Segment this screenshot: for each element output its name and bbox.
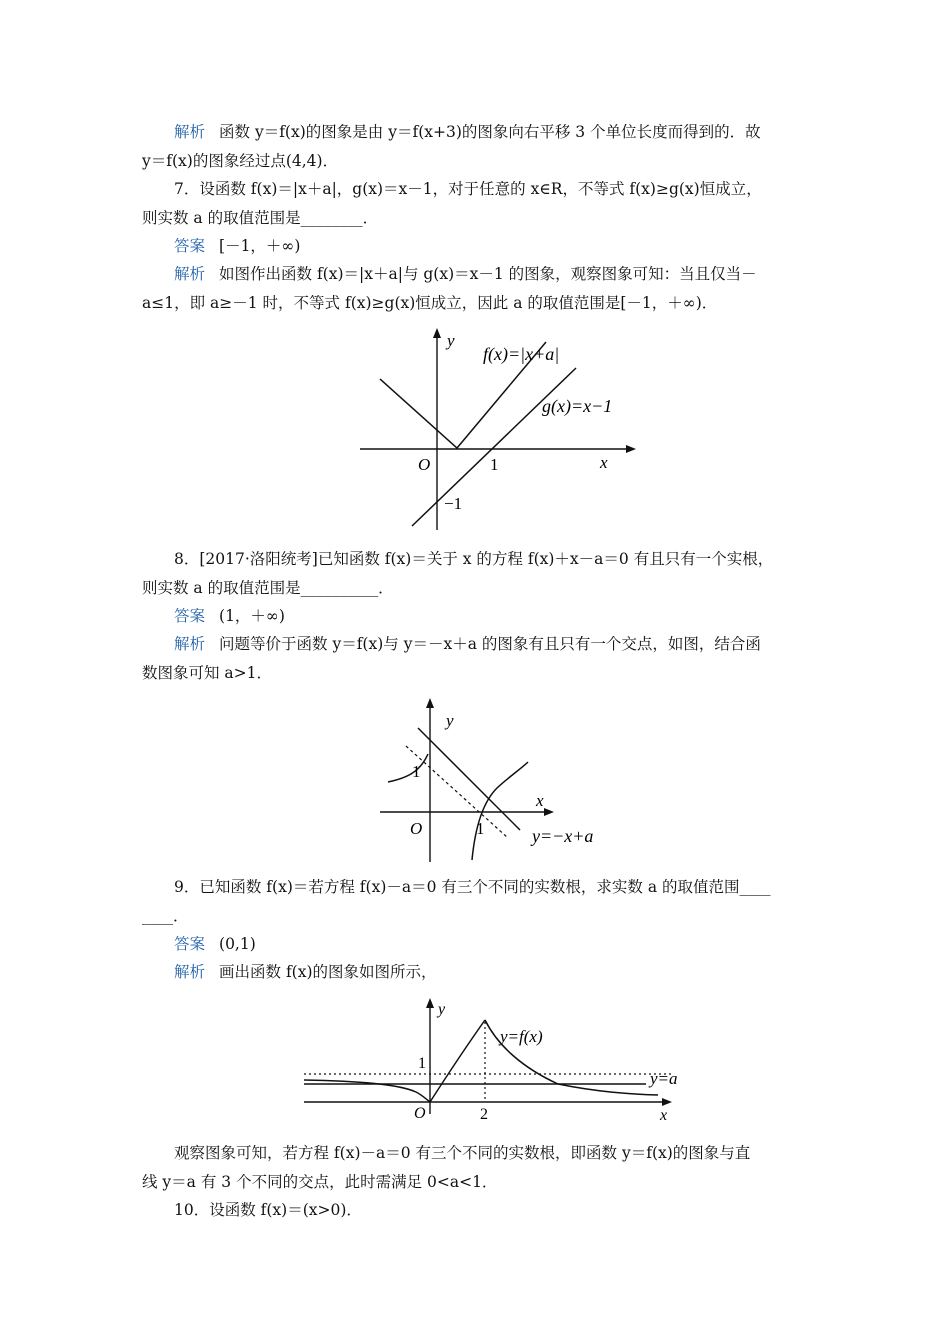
tick-1: 1 bbox=[490, 455, 499, 474]
analysis-8: 解析 问题等价于函数 y＝f(x)与 y＝－x＋a 的图象有且只有一个交点，如图，结合函 bbox=[174, 635, 761, 653]
x-label: x bbox=[536, 791, 544, 810]
x-label: x bbox=[660, 1107, 668, 1124]
analysis-7-cont: a≤1，即 a≥－1 时，不等式 f(x)≥g(x)恒成立，因此 a 的取值范围是[－1，＋∞)． bbox=[142, 294, 718, 312]
answer-9: 答案 (0,1) bbox=[174, 935, 256, 953]
question-7-cont: 则实数 a 的取值范围是________． bbox=[142, 209, 379, 227]
answer-label: 答案 bbox=[174, 607, 206, 625]
origin-label: O bbox=[410, 819, 423, 838]
origin-label: O bbox=[418, 455, 431, 474]
figure-2 bbox=[372, 688, 614, 866]
question-8: 8．[2017·洛阳统考]已知函数 f(x)＝关于 x 的方程 f(x)＋x－a＝0 有且只有一个实根， bbox=[174, 550, 774, 568]
question-10: 10．设函数 f(x)＝(x>0)． bbox=[174, 1201, 362, 1219]
a-label: y=a bbox=[650, 1069, 678, 1088]
y-label: y bbox=[446, 711, 454, 730]
line-label: y=−x+a bbox=[532, 826, 594, 846]
f-label: y=f(x) bbox=[500, 1027, 543, 1046]
tick-1: 1 bbox=[418, 1055, 426, 1072]
origin-label: O bbox=[414, 1105, 426, 1122]
figure-3 bbox=[298, 988, 694, 1126]
question-9: 9．已知函数 f(x)＝若方程 f(x)－a＝0 有三个不同的实数根，求实数 a 的取值范围____ bbox=[174, 878, 771, 896]
analysis-label: 解析 bbox=[174, 963, 206, 981]
left-curve bbox=[388, 754, 428, 782]
rising-branch bbox=[430, 1020, 485, 1102]
tick-y-1: 1 bbox=[412, 762, 421, 781]
conclusion-9: 观察图象可知，若方程 f(x)－a＝0 有三个不同的实数根，即函数 y＝f(x)的图象与直 bbox=[174, 1144, 751, 1162]
question-9-cont: ____． bbox=[142, 907, 189, 925]
answer-label: 答案 bbox=[174, 935, 206, 953]
analysis-label: 解析 bbox=[174, 635, 206, 653]
analysis-8-cont: 数图象可知 a>1． bbox=[142, 664, 273, 682]
line-analysis-6-cont: y＝f(x)的图象经过点(4,4)． bbox=[142, 152, 339, 170]
x-label: x bbox=[600, 453, 608, 472]
question-7: 7．设函数 f(x)＝|x＋a|，g(x)＝x－1，对于任意的 x∈R，不等式 f(x)≥g(x)恒成立， bbox=[174, 180, 762, 198]
analysis-label: 解析 bbox=[174, 265, 206, 283]
tick-2: 2 bbox=[480, 1106, 488, 1123]
tick-neg1: −1 bbox=[444, 494, 463, 513]
y-label: y bbox=[447, 331, 455, 350]
g-label: g(x)=x−1 bbox=[542, 396, 613, 416]
line-analysis-6: 解析 函数 y＝f(x)的图象是由 y＝f(x+3)的图象向右平移 3 个单位长度而得到的．故 bbox=[174, 123, 761, 141]
analysis-7: 解析 如图作出函数 f(x)＝|x＋a|与 g(x)＝x－1 的图象，观察图象可知：当且仅当－ bbox=[174, 265, 757, 283]
analysis-9: 解析 画出函数 f(x)的图象如图所示， bbox=[174, 963, 437, 981]
answer-7: 答案 [－1，＋∞) bbox=[174, 237, 301, 255]
conclusion-9-cont: 线 y＝a 有 3 个不同的交点，此时需满足 0<a<1． bbox=[142, 1173, 498, 1191]
answer-8: 答案 (1，＋∞) bbox=[174, 607, 285, 625]
f-label: f(x)=|x+a| bbox=[483, 344, 560, 364]
analysis-label: 解析 bbox=[174, 123, 206, 141]
y-label: y bbox=[438, 1001, 446, 1018]
tick-x-1: 1 bbox=[476, 819, 485, 838]
question-8-cont: 则实数 a 的取值范围是__________． bbox=[142, 579, 394, 597]
answer-label: 答案 bbox=[174, 237, 206, 255]
line-y-neg-x-plus-a bbox=[418, 728, 520, 830]
figure-1 bbox=[350, 320, 636, 538]
